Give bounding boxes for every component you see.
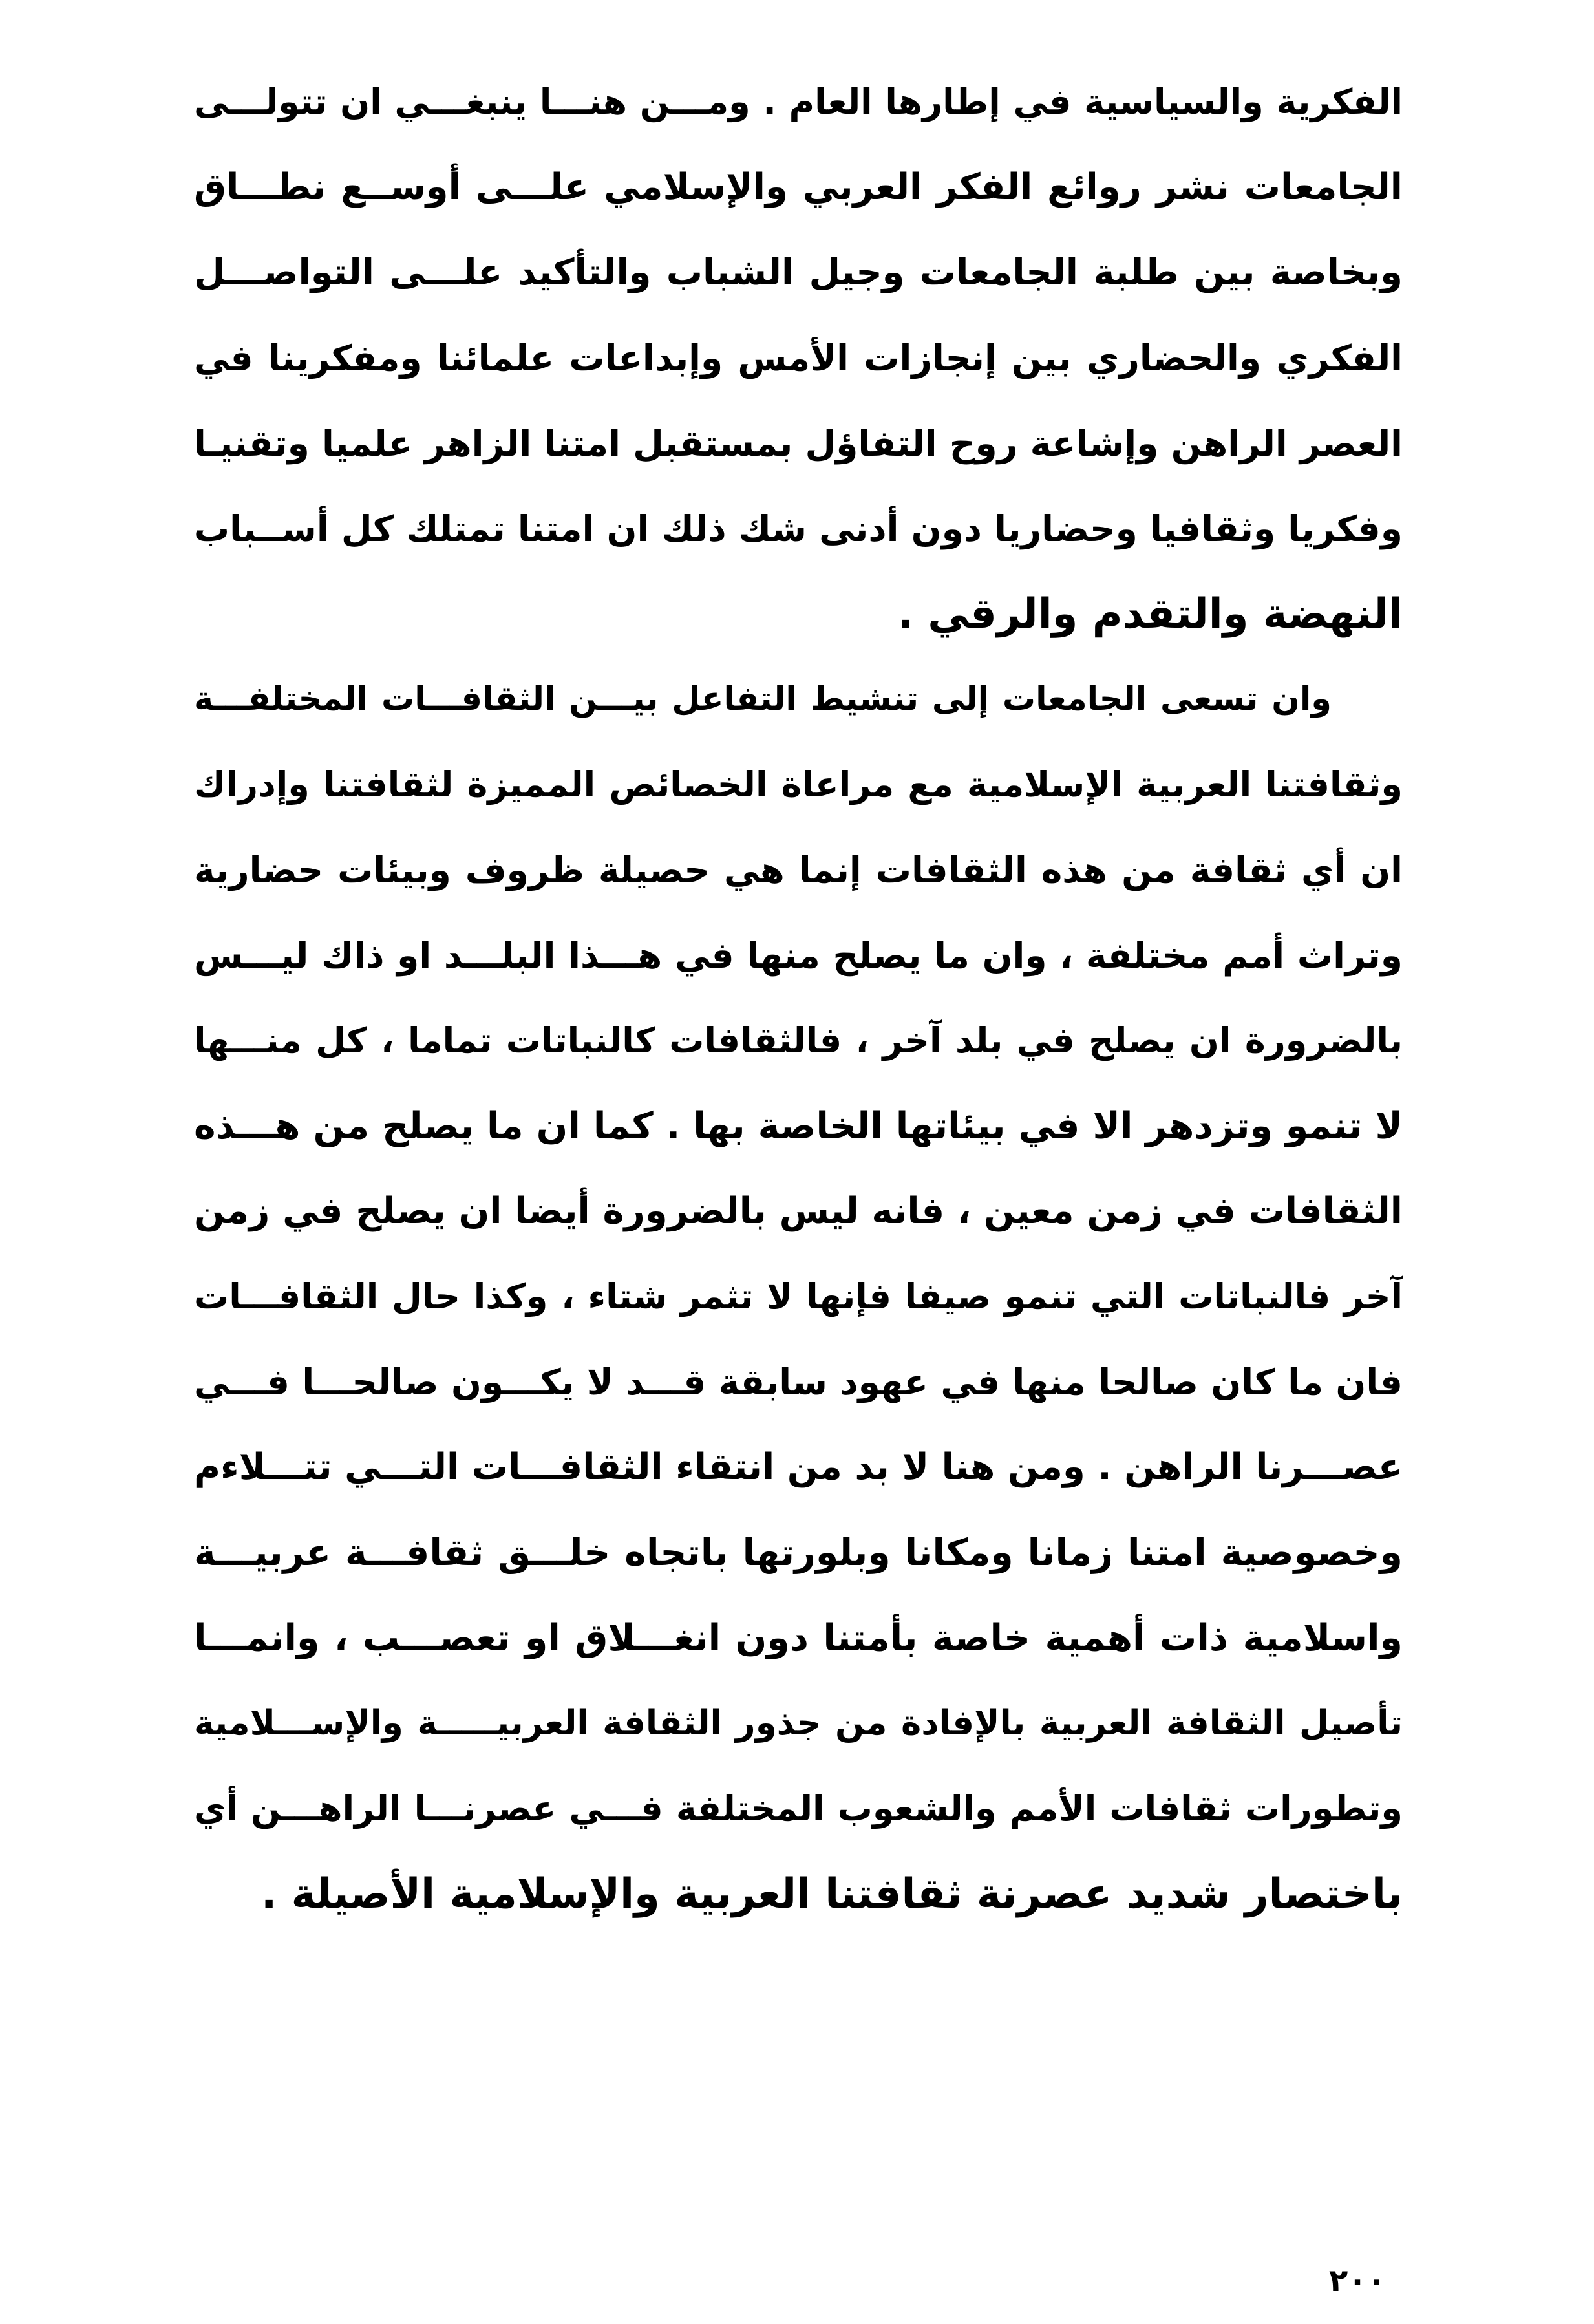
text-line: فان ما كان صالحا منها في عهود سابقة قـــد لا يكـــون صالحـــا فـــي [194, 1361, 1403, 1403]
text-line: العصر الراهن وإشاعة روح التفاؤل بمستقبل امتنا الزاهر علميا وتقنيـا [194, 423, 1403, 464]
text-line: الجامعات نشر روائع الفكر العربي والإسلامي علـــى أوســع نطـــاق [194, 166, 1403, 208]
text-line: عصـــرنا الراهن . ومن هنا لا بد من انتقاء الثقافـــات التـــي تتـــلاءم [194, 1446, 1403, 1488]
text-line: بالضرورة ان يصلح في بلد آخر ، فالثقافات كالنباتات تماما ، كل منـــها [194, 1020, 1403, 1061]
text-line: ان أي ثقافة من هذه الثقافات إنما هي حصيلة ظروف وبيئات حضارية [194, 849, 1403, 891]
text-line: وثقافتنا العربية الإسلامية مع مراعاة الخصائص المميزة لثقافتنا وإدراك [194, 764, 1403, 805]
text-line: وتطورات ثقافات الأمم والشعوب المختلفة فـــي عصرنـــا الراهـــن أي [194, 1788, 1403, 1829]
text-line: وتراث أمم مختلفة ، وان ما يصلح منها في هـــذا البلـــد او ذاك ليـــس [194, 935, 1403, 976]
text-line: الفكرية والسياسية في إطارها العام . ومـــن هنـــا ينبغـــي ان تتولـــى [194, 81, 1403, 122]
text-line: وان تسعى الجامعات إلى تنشيط التفاعل بيـــن الثقافـــات المختلفـــة [194, 680, 1332, 718]
text-line: باختصار شديد عصرنة ثقافتنا العربية والإسلامية الأصيلة . [260, 1870, 1403, 1918]
text-line: لا تنمو وتزدهر الا في بيئاتها الخاصة بها . كما ان ما يصلح من هـــذه [194, 1105, 1403, 1147]
text-line: واسلامية ذات أهمية خاصة بأمتنا دون انغـــلاق او تعصـــب ، وانمـــا [194, 1617, 1403, 1659]
text-line: وبخاصة بين طلبة الجامعات وجيل الشباب والتأكيد علـــى التواصـــل [194, 251, 1403, 293]
text-line: الثقافات في زمن معين ، فانه ليس بالضرورة أيضا ان يصلح في زمن [194, 1190, 1403, 1232]
text-line: وخصوصية امتنا زمانا ومكانا وبلورتها باتجاه خلـــق ثقافـــة عربيـــة [194, 1531, 1403, 1574]
text-line: تأصيل الثقافة العربية بالإفادة من جذور الثقافة العربيـــــة والإســـلامية [194, 1703, 1403, 1743]
text-line: الفكري والحضاري بين إنجازات الأمس وإبداعات علمائنا ومفكرينا في [194, 337, 1403, 379]
page-number: ٢٠٠ [1329, 2263, 1386, 2299]
text-line: النهضة والتقدم والرقي . [897, 590, 1403, 638]
text-line: آخر فالنباتات التي تنمو صيفا فإنها لا تثمر شتاء ، وكذا حال الثقافـــات [194, 1276, 1403, 1317]
text-line: وفكريا وثقافيا وحضاريا دون أدنى شك ذلك ان امتنا تمتلك كل أســباب [194, 508, 1403, 549]
body-text [194, 59, 1403, 1937]
